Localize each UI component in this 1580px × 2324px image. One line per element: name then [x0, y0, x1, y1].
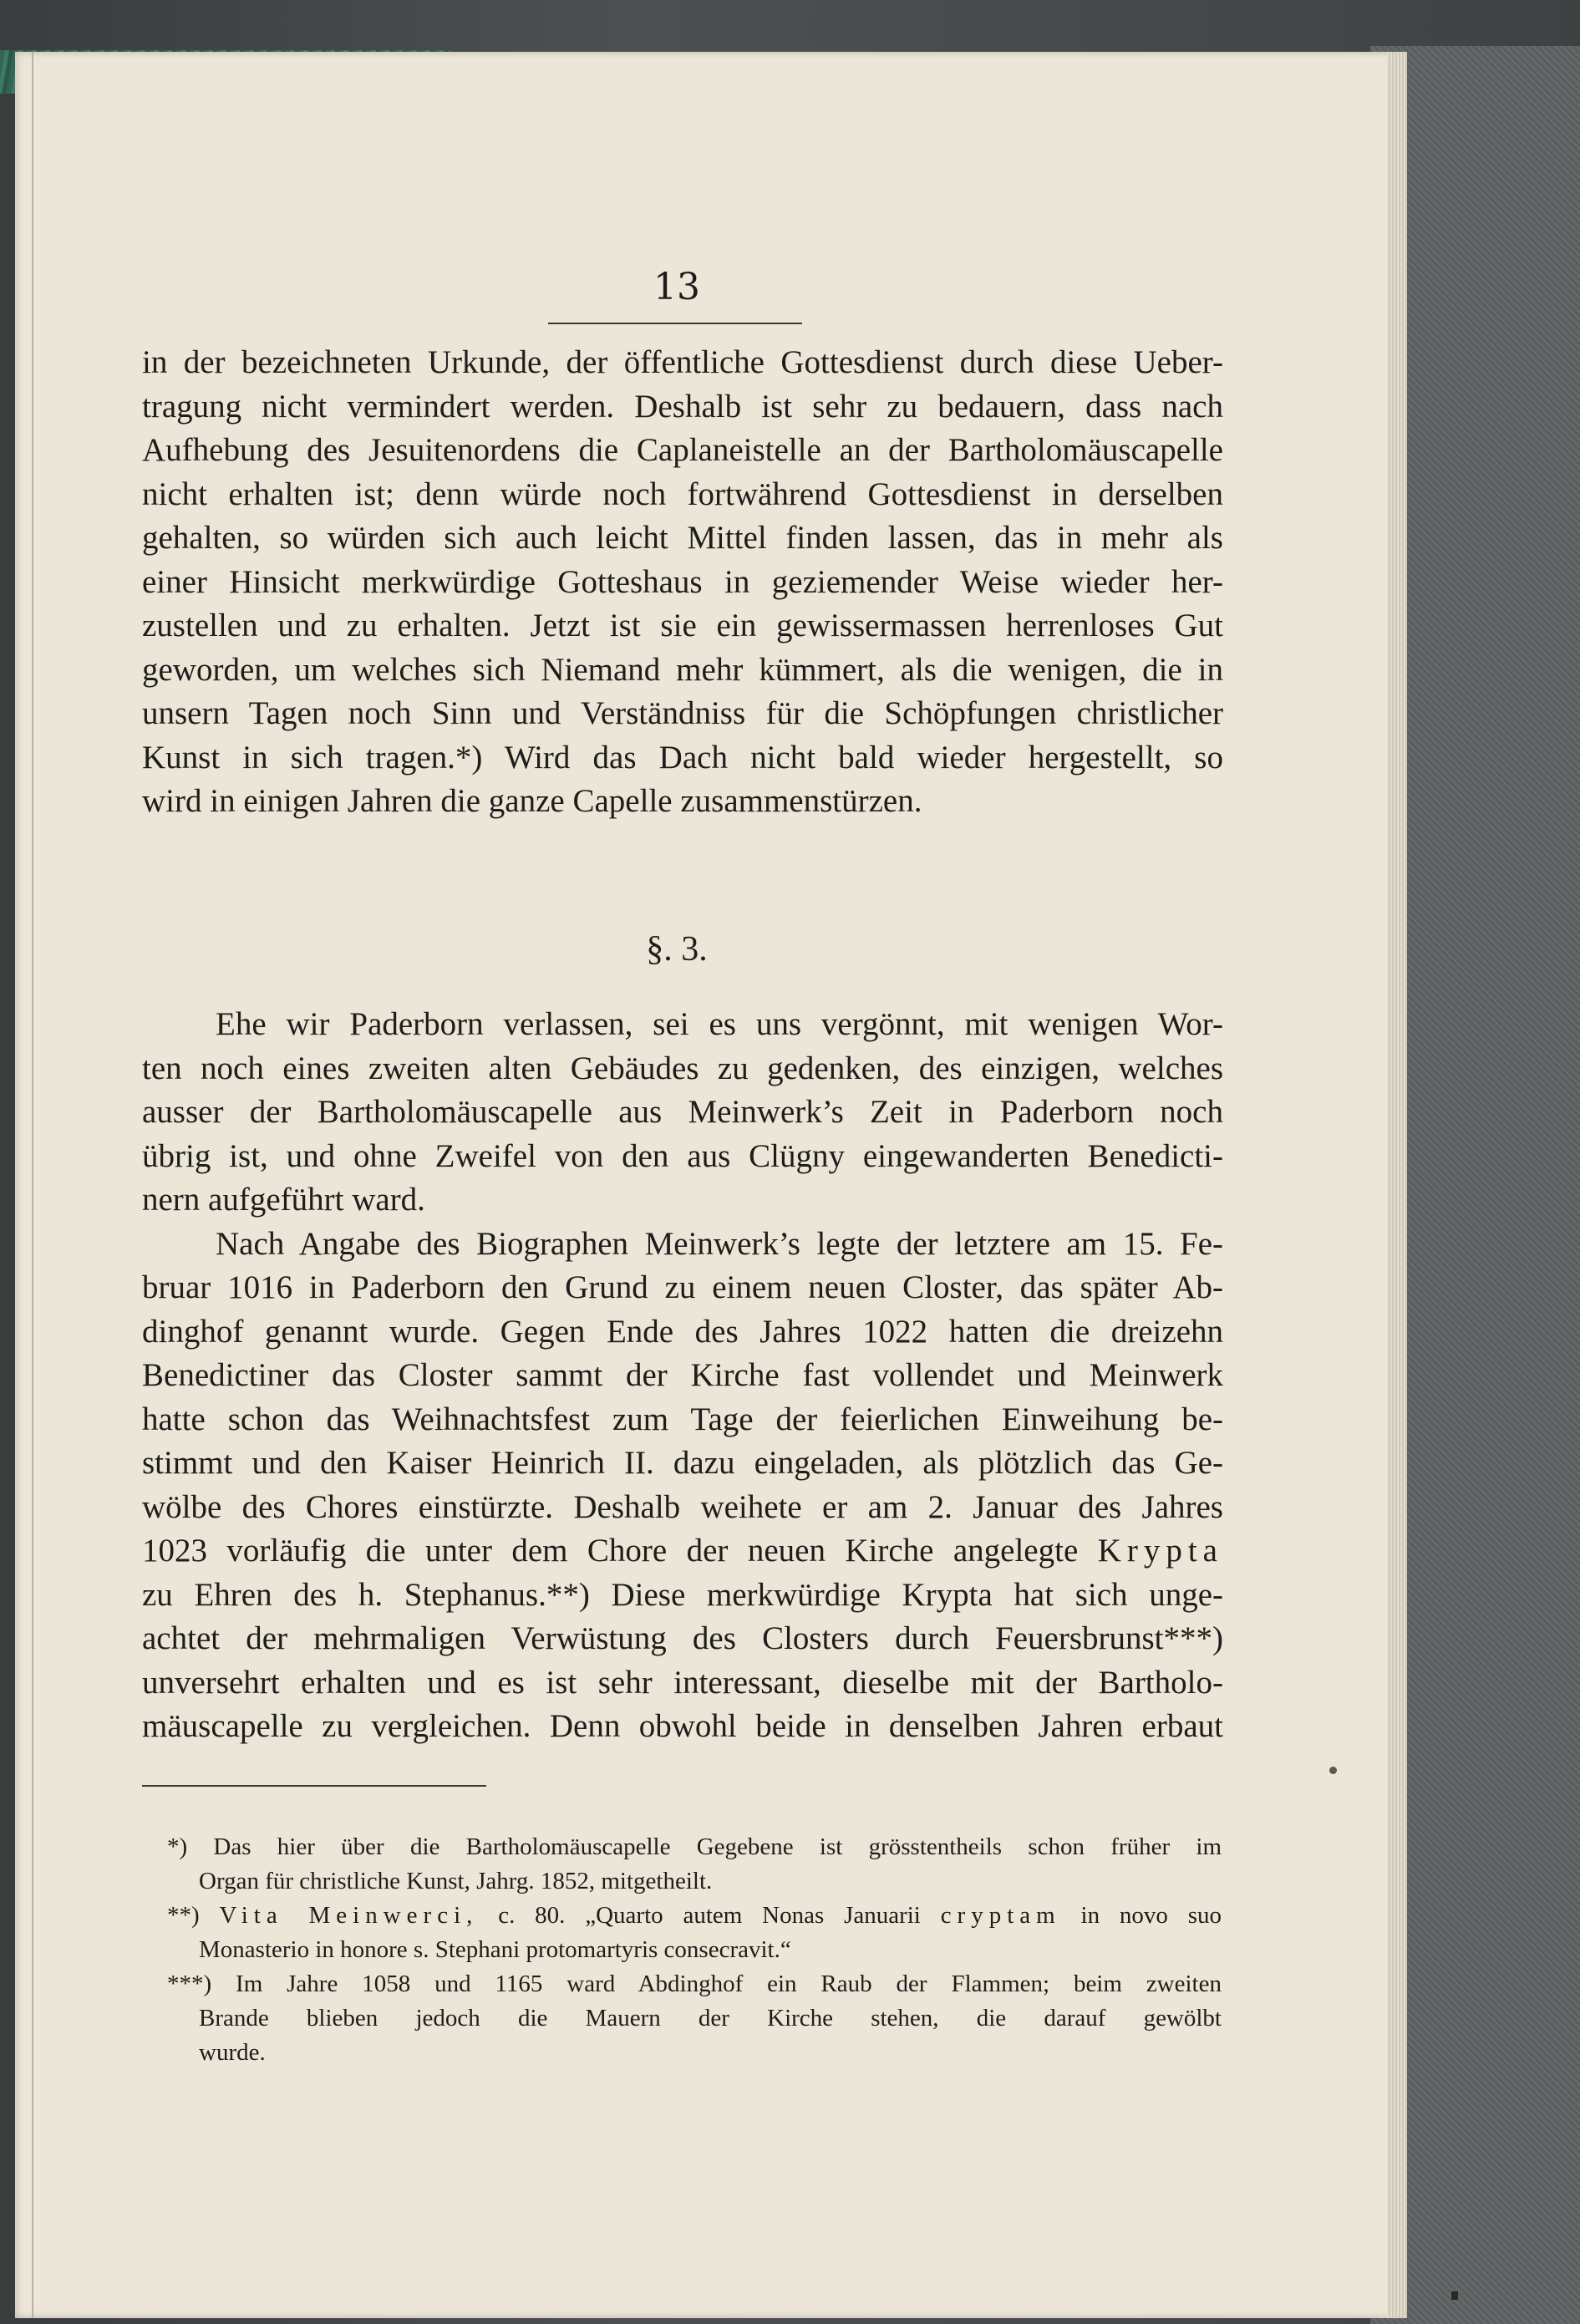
- footnotes: [167, 1830, 1222, 2070]
- footnote-3-cont: Brande blieben jedoch die Mauern der Kirche stehen, die darauf gewölbt: [199, 2005, 1222, 2032]
- paragraph-2: [142, 1003, 1223, 1749]
- footnote-3: ***) Im Jahre 1058 und 1165 ward Abdinghof ein Raub der Flammen; beim zweiten: [167, 1971, 1222, 1997]
- footnote-2-cont: Monasterio in honore s. Stephani protomartyris consecravit.“: [199, 1936, 791, 1963]
- text-line: Benedictiner das Closter sammt der Kirche fast vollendet und Meinwerk: [142, 1357, 1223, 1393]
- text-line: wird in einigen Jahren die ganze Capelle zusammenstürzen.: [142, 783, 922, 819]
- spaced-term: Krypta: [1097, 1533, 1223, 1569]
- text-line: ausser der Bartholomäuscapelle aus Meinwerk’s Zeit in Paderborn noch: [142, 1094, 1223, 1130]
- text-line: stimmt und den Kaiser Heinrich II. dazu eingeladen, als plötzlich das Ge-: [142, 1445, 1223, 1481]
- text-line: einer Hinsicht merkwürdige Gotteshaus in geziemender Weise wieder her-: [142, 563, 1223, 600]
- text-line: dinghof genannt wurde. Gegen Ende des Jahres 1022 hatten die dreizehn: [142, 1313, 1223, 1350]
- footnote-rule: [142, 1785, 486, 1787]
- text-line: mäuscapelle zu vergleichen. Denn obwohl beide in denselben Jahren erbaut: [142, 1708, 1223, 1744]
- text-line: bruar 1016 in Paderborn den Grund zu einem neuen Closter, das später Ab-: [142, 1269, 1223, 1305]
- footnote-1: *) Das hier über die Bartholomäuscapelle Gegebene ist grösstentheils schon früher im: [167, 1833, 1222, 1860]
- text-line: zu Ehren des h. Stephanus.**) Diese merkwürdige Krypta hat sich unge-: [142, 1576, 1223, 1613]
- footnote-3-cont: wurde.: [199, 2039, 266, 2066]
- footnote-2-title: Vita Meinwerci,: [219, 1902, 479, 1929]
- text-line: Nach Angabe des Biographen Meinwerk’s legte der letztere am 15. Fe-: [216, 1225, 1223, 1262]
- page-edges: [1387, 52, 1407, 2318]
- header-rule: [548, 323, 802, 324]
- text-line: zustellen und zu erhalten. Jetzt ist sie ein gewissermassen herrenloses Gut: [142, 608, 1223, 643]
- paragraph-1: [142, 341, 1223, 824]
- text-line: gehalten, so würden sich auch leicht Mittel finden lassen, das in mehr als: [142, 520, 1223, 556]
- text-line: ten noch eines zweiten alten Gebäudes zu gedenken, des einzigen, welches: [142, 1050, 1223, 1086]
- text-line: übrig ist, und ohne Zweifel von den aus Clügny eingewanderten Benedicti-: [142, 1137, 1223, 1174]
- section-heading: §. 3.: [646, 930, 708, 969]
- footnote-1-cont: Organ für christliche Kunst, Jahrg. 1852, mitgetheilt.: [199, 1868, 713, 1894]
- footnote-2-text: c. 80. „Quarto autem Nonas Januarii: [498, 1902, 921, 1929]
- page-blemish: [1329, 1767, 1337, 1774]
- footnote-2-text-end: in novo suo: [1080, 1902, 1222, 1929]
- text-line: geworden, um welches sich Niemand mehr kümmert, als die wenigen, die in: [142, 651, 1223, 688]
- text-line: Kunst in sich tragen.*) Wird das Dach nicht bald wieder hergestellt, so: [142, 739, 1223, 776]
- text-line: hatte schon das Weihnachtsfest zum Tage der feierlichen Einweihung be-: [142, 1401, 1223, 1437]
- footnote-2-marker: **): [167, 1902, 200, 1929]
- footnote-2: [167, 1899, 1222, 1933]
- text-line: in der bezeichneten Urkunde, der öffentliche Gottesdienst durch diese Ueber-: [142, 344, 1223, 380]
- text-line: unversehrt erhalten und es ist sehr interessant, dieselbe mit der Bartholo-: [142, 1664, 1223, 1701]
- footnote-2-term: cryptam: [940, 1902, 1061, 1929]
- text-line: nicht erhalten ist; denn würde noch fortwährend Gottesdienst in derselben: [142, 475, 1223, 512]
- gutter-fold: [32, 52, 33, 2318]
- text-line: tragung nicht vermindert werden. Deshalb ist sehr zu bedauern, dass nach: [142, 388, 1223, 425]
- page-blemish: [1451, 2291, 1458, 2300]
- text-line: unsern Tagen noch Sinn und Verständniss für die Schöpfungen christlicher: [142, 695, 1223, 731]
- text-line: Aufhebung des Jesuitenordens die Caplaneistelle an der Bartholomäuscapelle: [142, 432, 1223, 468]
- text-fragment: 1023 vorläufig die unter dem Chore der neuen Kirche angelegte: [142, 1533, 1079, 1569]
- text-line: Ehe wir Paderborn verlassen, sei es uns vergönnt, mit wenigen Wor-: [216, 1006, 1223, 1042]
- text-line: wölbe des Chores einstürzte. Deshalb weihete er am 2. Januar des Jahres: [142, 1488, 1223, 1525]
- text-line: nern aufgeführt ward.: [142, 1182, 425, 1218]
- page-number: 13: [653, 266, 700, 308]
- text-line: achtet der mehrmaligen Verwüstung des Closters durch Feuersbrunst***): [142, 1620, 1223, 1656]
- text-line-krypta: [142, 1529, 1223, 1574]
